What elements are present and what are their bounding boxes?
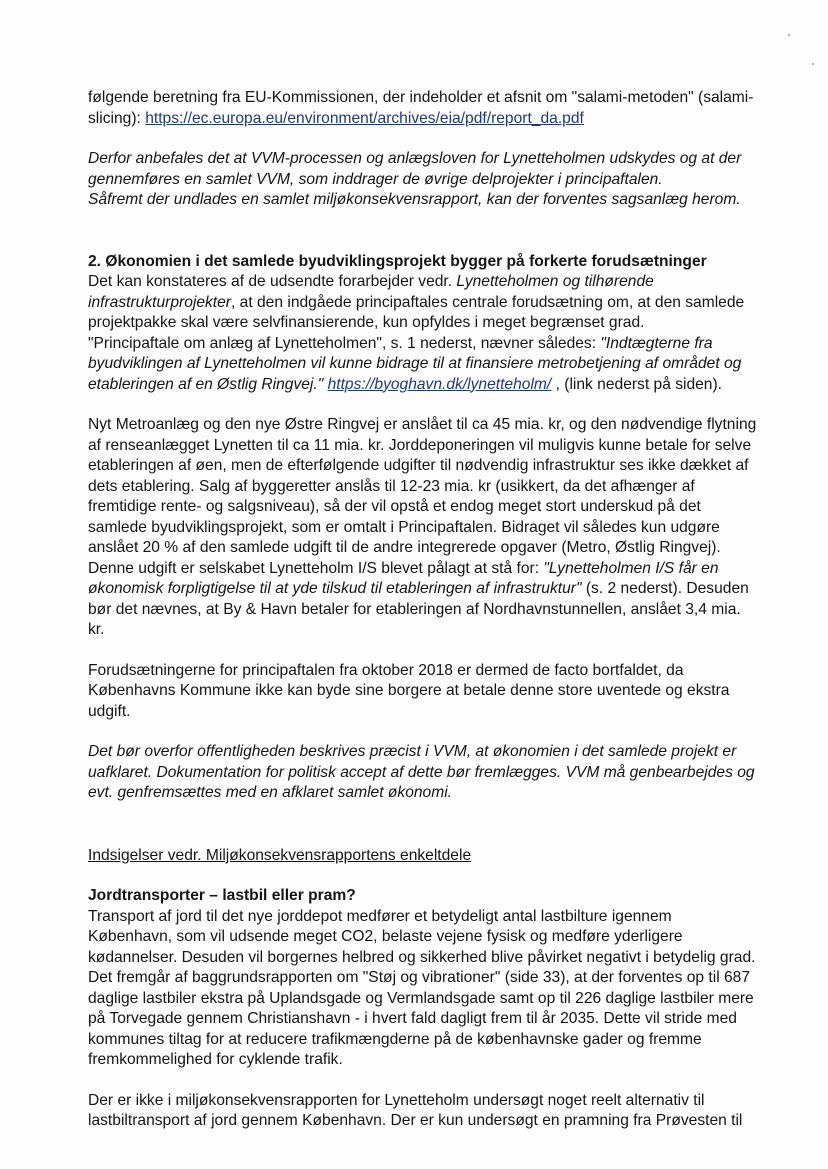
eu-report-link[interactable]: https://ec.europa.eu/environment/archives/eia/pdf/report_da.pdf	[145, 109, 584, 127]
section-2-text: , at den indgåede principaftales centrale forudsætning om, at den samlede projektpakke skal være selvfinansierende, kun opfyldes i meget begrænset grad.	[88, 293, 745, 331]
section-2-text: (s. 2 nederst). Desuden bør det nævnes, at By & Havn betaler for etableringen af Nordhavnstunnellen, anslået 3,4 mia. kr.	[88, 580, 749, 638]
scan-speck	[812, 63, 814, 65]
soil-transport-paragraph-1: Transport af jord til det nye jorddepot medfører et betydeligt antal lastbilture igennem København, som vil udsende meget CO2, belaste vejene fysisk og medføre yderligere kødannelser. Desuden vil borgernes helbred og sikkerhed blive påvirket negativt i betydelig grad.	[88, 907, 756, 966]
section-2-text: "Principaftale om anlæg af Lynetteholmen", s. 1 nederst, nævner således:	[88, 334, 601, 352]
section-2-paragraph-2	[88, 415, 760, 641]
intro-text: følgende beretning fra EU-Kommissionen, der indeholder et afsnit om "salami-metoden" (salami-slicing):	[88, 89, 754, 127]
recommendation-line-2: Såfremt der undlades en samlet miljøkonsekvensrapport, kan der forventes sagsanlæg herom.	[88, 191, 741, 208]
lynetteholm-quote: "Lynetteholmen I/S får en økonomisk forpligtigelse til at yde tilskud til etableringen af infrastruktur"	[88, 559, 719, 597]
objections-heading: Indsigelser vedr. Miljøkonsekvensrapportens enkeltdele	[88, 846, 472, 864]
document-body	[88, 88, 760, 1132]
byoghavn-link[interactable]: https://byoghavn.dk/lynetteholm/	[327, 375, 552, 393]
section-2-paragraph-1	[88, 272, 760, 395]
soil-transport-paragraph-2: Det fremgår af baggrundsrapporten om "Støj og vibrationer" (side 33), at der forventes op til 687 daglige lastbiler ekstra på Uplandsgade og Vermlandsgade samt op til 226 daglige lastbiler mere på Torvegade gennem Christianshavn - i hvert fald dagligt frem til år 2035. Dette vil stride med kommunes tiltag for at reducere trafikmængderne på de københavnske gader og fremme fremkommelighed for cyklende trafik.	[88, 969, 754, 1068]
recommendation-line-1: Derfor anbefales det at VVM-processen og anlægsloven for Lynetteholmen udskydes og at der gennemføres en samlet VVM, som inddrager de øvrige delprojekter i principaftalen.	[88, 150, 742, 188]
principaftale-quote: "Indtægterne fra byudviklingen af Lynetteholmen vil kunne bidrage til at finansiere metrobetjening af området og etableringen af en Østlig Ringvej."	[88, 334, 742, 393]
section-2-text: Det kan konstateres af de udsendte forarbejder vedr.	[88, 273, 457, 290]
recommendation-paragraph	[88, 149, 760, 211]
section-2-italic-text: Lynetteholmen og tilhørende infrastrukturprojekter	[88, 273, 654, 311]
scan-speck	[788, 34, 790, 36]
section-2-recommendation: Det bør overfor offentligheden beskrives præcist i VVM, at økonomien i det samlede projekt er uafklaret. Dokumentation for politisk accept af dette bør fremlægges. VVM må genbearbejdes og evt. genfremsættes med en afklaret samlet økonomi.	[88, 743, 755, 801]
section-2-heading: 2. Økonomien i det samlede byudviklingsprojekt bygger på forkerte forudsætninger	[88, 252, 707, 270]
section-2-paragraph-3: Forudsætningerne for principaftalen fra oktober 2018 er dermed de facto bortfaldet, da Københavns Kommune ikke kan byde sine borgere at betale denne store uventede og ekstra udgift.	[88, 661, 730, 720]
section-2-text: , (link nederst på siden).	[551, 375, 722, 393]
soil-transport-heading: Jordtransporter – lastbil eller pram?	[88, 887, 356, 904]
intro-paragraph	[88, 88, 760, 129]
section-2-text: Nyt Metroanlæg og den nye Østre Ringvej er anslået til ca 45 mia. kr, og den nødvendige flytning af renseanlægget Lynetten til ca 11 mia. kr. Jorddeponeringen vil muligvis kunne betale for selve etableringen af øen, men de efterfølgende udgifter til nødvendig infrastruktur ses ikke dækket af dets etablering. Salg af byggeretter anslås til 12-23 mia. kr (usikkert, da det afhænger af fremtidige rente- og salgsniveau), så der vil opstå et endog meget stort underskud på det samlede byudviklingsprojekt, som er omtalt i Principaftalen. Bidraget vil således kun udgøre anslået 20 % af den samlede udgift til de andre integrerede opgaver (Metro, Østlig Ringvej). Denne udgift er selskabet Lynetteholm I/S blevet pålagt at stå for:	[88, 416, 757, 577]
soil-transport-paragraph-3: Der er ikke i miljøkonsekvensrapporten for Lynetteholm undersøgt noget reelt alternativ til lastbiltransport af jord gennem København. Der er kun undersøgt en pramning fra Prøvesten til	[88, 1091, 743, 1129]
